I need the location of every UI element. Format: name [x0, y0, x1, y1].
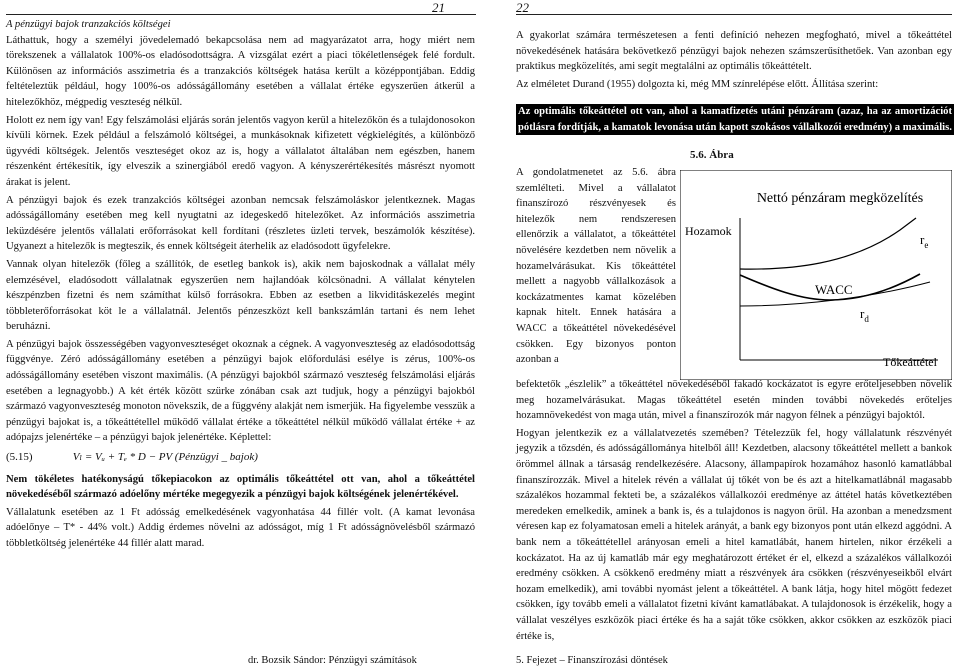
paragraph: Hogyan jelentkezik ez a vállalatvezetés szemében? Tételezzük fel, hogy vállalatunk részvényét jegyzik a tőzsdén, és adósságállománya hitelből áll! Kezdetben, alacsony tőkeáttétel mellett a bankok örömmel állnak a társaság rendelkezésére. Alacsony, állampapírok hozamához hasonló kamatlábbal finanszírozzák. Mivel a hitelek révén a vállalat új tőkét von be és azt a hitelkamatlábnál magasabb százalékos hozammal fekteti be, a százalékos vállalkozói eredménye az áttétel hatás következtében meredeken emelkedik, aminek a bank is, és a tulajdonos is nagyon örül. Ha azonban a menedzsment véresen kap ez folyamatosan emeli a hitelek arányát, a bank egy bizonyos pont után elkezd aggódni. A bank nem a tőkeáttétellel arányosan emeli a hitel kamatlábát, hanem hirtelen, nikor érzékeli a kockázatot. Ha az új kamatláb már egy meghatározott értéket ér el, elkezd a százalékos vállalkozói eredmény csökken. A csökkenő eredmény miatt a részvények ára csökken (részvényeseikből elvárt hozam emelkedik), ami további nyomást jelent a tőkeáttétel. A bank látja, hogy hitel mögött fedezet csökken, így tovább emeli a vállalatot fizetni kívánt kamatlábakat. A tulajdonosok is érzékelik, hogy a vállalat veszélyes eszközök piaci értéke és ha a saját tőke csökken, akkor csökken az eszközök piaci értéke is,: [516, 427, 952, 642]
right-top-text: [516, 28, 952, 94]
page-number: 22: [516, 0, 529, 15]
series-re-label: $r_e$: [920, 232, 929, 250]
section-heading: A pénzügyi bajok tranzakciós költségei: [6, 19, 171, 30]
paragraph: A gondolatmenetet az 5.6. ábra szemlélteti. Mivel a vállalatot finanszírozó részvényesek és hitelezők nem rendszeresen ellenőrzik a vállalatot, a tőkeáttétel növelésére kezdetben nem növelik a hozamelvárásukat. Kis tőkeáttétel mellett a nagyobb vállalkozások a kockázatmentes kamat közelében kapnak hitelt. Ennek hatására a WACC a tőkeáttétel növekedésével csökken. Egy bizonyos ponton azonban a: [516, 167, 676, 366]
paragraph: A gyakorlat számára természetesen a fenti definíció nehezen megfogható, mivel a tőkeáttétel növekedésének hatására bekövetkező pénzügyi bajok nehezen számszerűsíthetőek. Van azonban egy praktikus megközelítés, ami segít megtalálni az optimális tőkeáttételt.: [516, 30, 952, 73]
left-body: [6, 17, 475, 554]
paragraph: Vannak olyan hitelezők (főleg a szállítók, de esetleg bankok is), akik nem bajoskodnak a vállalat mély elemzésével, eladósodott vállalatnak egyszerűen nem hajlandóak kölcsönadni. A vállalat kénytelen készpénzben fizetni és nem számíthat külső forrásokra. Ebben az esetben a likviditáskezelés megint többleterőforrásokat köt le a vállalatnál. Jelentős pénzeszközt kell bankszámlán tartani és nem lehet beruházni.: [6, 258, 475, 333]
formula-label: (5.15): [6, 451, 33, 464]
series-rd-label: $r_d$: [860, 306, 869, 324]
x-axis-label: Tőkeáttétel: [883, 355, 937, 369]
right-body: [516, 377, 952, 646]
chart-title: Nettó pénzáram megközelítés: [756, 191, 924, 206]
key-statement: Nem tökéletes hatékonyságú tőkepiacokon az optimális tőkeáttétel ott van, ahol a tőkeáttétel növekedéséből származó adóelőny mértéke megegyezik a pénzügyi bajok költségének jelenértékével.: [6, 473, 475, 501]
paragraph: befektetők „észlelik” a tőkeáttétel növekedéséből fakadó kockázatot is egyre erőteljesebben növelik meg hozamelvárásukat. Magas tőkeáttétel esetén minden további növekedés erőteljes hozamnövekedést von maga után, mivel a finanszírozók már nagyon félnek a pénzügyi bajoktól.: [516, 379, 952, 422]
page-number: 21: [432, 0, 445, 15]
formula: [6, 450, 475, 466]
paragraph: A pénzügyi bajok és ezek tranzakciós költségei azonban nemcsak felszámoláskor jelentkeznek. Magas adósságállomány esetében meg kell nyugtatni az idegeskedő hitelezőket. Az információs asszimetria leküzdésére jelentős vállalati erőforrásokat kell fordítani (részletes üzleti tervek, beszámolók készítése). Ugyanezt a hitelezők is megteszik, és ennek költségeit áterhelik az eladósodott ügyfelekre.: [6, 194, 475, 253]
principle-box: Az optimális tőkeáttétel ott van, ahol a kamatfizetés utáni pénzáram (azaz, ha az amortizációt pótlásra fordítják, a kamatok levonása után kapott szokásos vállalkozói eredmény) a maximális.: [516, 104, 954, 135]
net-cashflow-chart: [680, 170, 952, 380]
series-wacc-label: WACC: [815, 282, 853, 297]
y-axis-label: Hozamok: [685, 224, 732, 238]
paragraph: Vállalatunk esetében az 1 Ft adósság emelkedésének vagyonhatása 44 fillér volt. (A kamat levonása adóelőnye – T* - 44% volt.) Addig érdemes növelni az adósságot, míg 1 Ft adósságnövelésből származó többletköltség jelenértéke 44 fillér alatt marad.: [6, 506, 475, 549]
right-page: [480, 0, 960, 670]
paragraph: Az elméletet Durand (1955) dolgozta ki, még MM színrelépése előtt. Állítása szerint:: [516, 78, 879, 90]
principle-box-wrap: [516, 104, 952, 135]
footer: 5. Fejezet – Finanszírozási döntések: [516, 655, 668, 666]
wrap-text: [516, 165, 676, 370]
figure-caption: 5.6. Ábra: [690, 149, 734, 161]
paragraph: Láthattuk, hogy a személyi jövedelemadó bekapcsolása nem ad magyarázatot arra, hogy miért nem törekszenek a vállalatok 100%-os eladósodottságra. A vizsgálat ezért a piaci tökéletlenségek felé fordult. Különösen az információs asszimetria és a tranzakciós költségek hatása került a középpontjában. Eddig feltételeztük például, hogy 100%-os adósságállomány esetében a vállalat értéke egyszerűen átkerül a hitelezőkhöz, mégpedig veszteség nélkül.: [6, 34, 475, 108]
paragraph: A pénzügyi bajok összességében vagyonveszteséget okoznak a cégnek. A vagyonveszteség az eladósodottság függvénye. Zéró adósságállomány esetében a pénzügyi bajok előfordulási esélye is zérus, 100%-os adósságállomány esetében viszont maximális. (A pénzügyi bajokból származó veszteség felszámolási eljárás esetében a legnagyobb.) A két érték között szürke zónában csak azt tudjuk, hogy a pénzügyi bajokból származó vagyonveszteség monoton növekszik, de a függvény alakját nem ismerjük. Ha figyelembe vesszük a pénzügyi bajokat is, a tőkeáttétellel működő vállalat értéke a tőkeáttétel nélkül működő vállalat értéke + az adópajzs jelenértéke – a pénzügyi bajok jelenértéke. Képlettel:: [6, 338, 475, 444]
formula-text: Vₗ = Vᵤ + Tₑ * D − PV (Pénzügyi _ bajok): [72, 451, 258, 464]
paragraph: Holott ez nem így van! Egy felszámolási eljárás során jelentős vagyon kerül a hitelezőkön és a tulajdonosokon kívüli körnek. Ezek például a felszámoló költségei, a munkásoknak kifizetett végkielégítés, a különböző ügyvédi költségek. Jelentős veszteséget okoz az is, hogy a vállalatot általában nem egészben, hanem részenként értékesítik, így elveszik a szinergiából eredő vagyon. A kényszerértékesítés másrészt nyomott árakat is jelent.: [6, 114, 475, 188]
header-rule: [516, 14, 952, 15]
footer: dr. Bozsik Sándor: Pénzügyi számítások: [248, 655, 417, 666]
header-rule: [6, 14, 476, 15]
